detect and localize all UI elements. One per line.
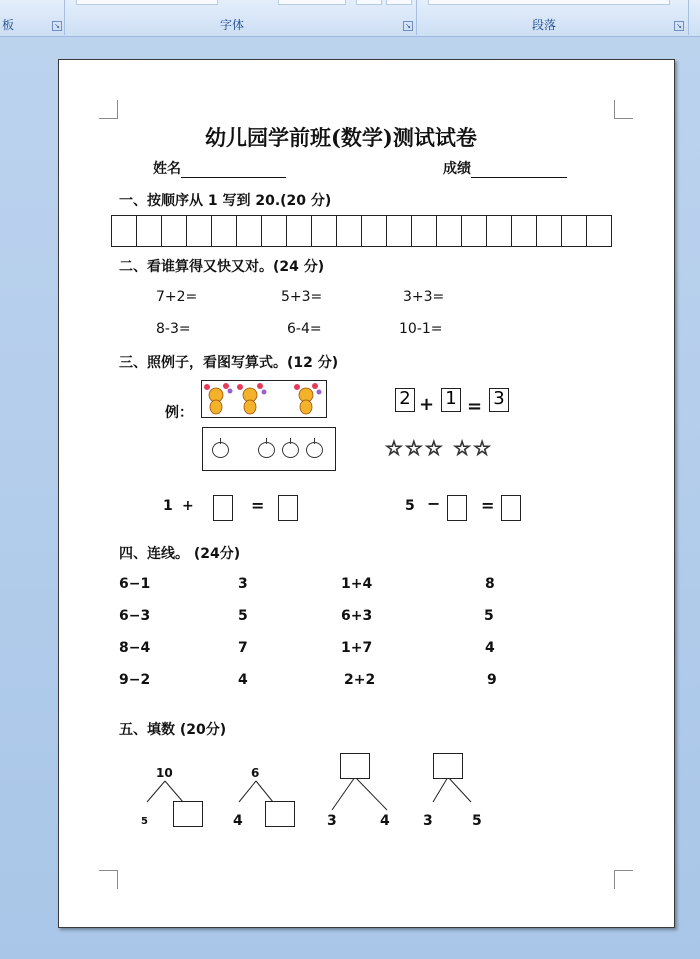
example-answer-box: 3 <box>489 388 509 412</box>
bond-left-number: 3 <box>327 813 337 829</box>
ribbon-group-font <box>66 0 417 35</box>
example-answer-box: 2 <box>395 388 415 412</box>
match-item: 4 <box>485 640 495 656</box>
page-title: 幼儿园学前班(数学)测试试卷 <box>205 125 477 150</box>
match-item: 6−1 <box>119 576 151 592</box>
equals-sign: = <box>467 396 483 417</box>
equals-sign: = <box>251 496 265 515</box>
example-answer-box: 1 <box>441 388 461 412</box>
match-item: 8−4 <box>119 640 151 656</box>
match-item: 3 <box>238 576 248 592</box>
bond-answer-box[interactable] <box>265 801 295 827</box>
match-item: 2+2 <box>344 672 376 688</box>
equation: 10-1= <box>399 321 443 337</box>
bond-right-number: 4 <box>380 813 390 829</box>
font-name-box[interactable] <box>76 0 218 5</box>
equation-2-operator: − <box>427 494 441 513</box>
bond-top-number: 10 <box>156 766 173 780</box>
grow-font-button[interactable] <box>356 0 382 5</box>
match-item: 5 <box>238 608 248 624</box>
plus-sign: + <box>419 394 435 415</box>
section-2-heading: 二、看谁算得又快又对。(24 分) <box>119 259 325 275</box>
ribbon-group-paragraph <box>420 0 689 35</box>
score-label: 成绩 <box>443 161 471 177</box>
equals-sign: = <box>481 496 495 515</box>
match-item: 6−3 <box>119 608 151 624</box>
bond-answer-box[interactable] <box>340 753 370 779</box>
match-item: 8 <box>485 576 495 592</box>
match-item: 9−2 <box>119 672 151 688</box>
ribbon-group-label: 字体 <box>220 18 245 32</box>
equation: 3+3= <box>403 289 445 305</box>
bond-right-number: 5 <box>472 813 482 829</box>
match-item: 4 <box>238 672 248 688</box>
equation-1-number: 1 <box>163 498 173 514</box>
name-label: 姓名 <box>153 161 181 177</box>
match-item: 5 <box>484 608 494 624</box>
shrink-font-button[interactable] <box>386 0 412 5</box>
dialog-launcher-icon[interactable]: ↘ <box>52 21 62 31</box>
example-label: 例： <box>165 405 193 421</box>
paragraph-buttons[interactable] <box>428 0 670 5</box>
equation-1-operator: + <box>182 498 194 514</box>
dialog-launcher-icon[interactable]: ↘ <box>674 21 684 31</box>
section-4-heading: 四、连线。 (24分) <box>119 546 241 562</box>
star-icons: ☆☆☆ ☆☆ <box>385 436 494 460</box>
bond-left-number: 5 <box>141 816 148 827</box>
ribbon-group-clipboard <box>0 0 65 35</box>
font-size-box[interactable] <box>278 0 346 5</box>
bond-top-number: 6 <box>251 766 260 780</box>
ribbon-group-label: 板 <box>2 18 15 32</box>
dialog-launcher-icon[interactable]: ↘ <box>403 21 413 31</box>
bond-answer-box[interactable] <box>173 801 203 827</box>
bond-left-number: 4 <box>233 813 243 829</box>
equation-2-number: 5 <box>405 498 415 514</box>
equation: 8-3= <box>156 321 191 337</box>
equation: 7+2= <box>156 289 198 305</box>
match-item: 1+4 <box>341 576 373 592</box>
bond-left-number: 3 <box>423 813 433 829</box>
number-bond-lines <box>59 60 674 927</box>
equation: 6-4= <box>287 321 322 337</box>
section-1-heading: 一、按顺序从 1 写到 20.(20 分) <box>119 193 332 209</box>
ribbon-group-label: 段落 <box>532 18 557 32</box>
section-5-heading: 五、填数 (20分) <box>119 722 227 738</box>
match-item: 1+7 <box>341 640 373 656</box>
match-item: 7 <box>238 640 248 656</box>
ribbon <box>0 0 700 37</box>
document-page[interactable] <box>58 59 675 928</box>
match-item: 9 <box>487 672 497 688</box>
match-item: 6+3 <box>341 608 373 624</box>
section-3-heading: 三、照例子，看图写算式。(12 分) <box>119 355 339 371</box>
bond-answer-box[interactable] <box>433 753 463 779</box>
equation: 5+3= <box>281 289 323 305</box>
